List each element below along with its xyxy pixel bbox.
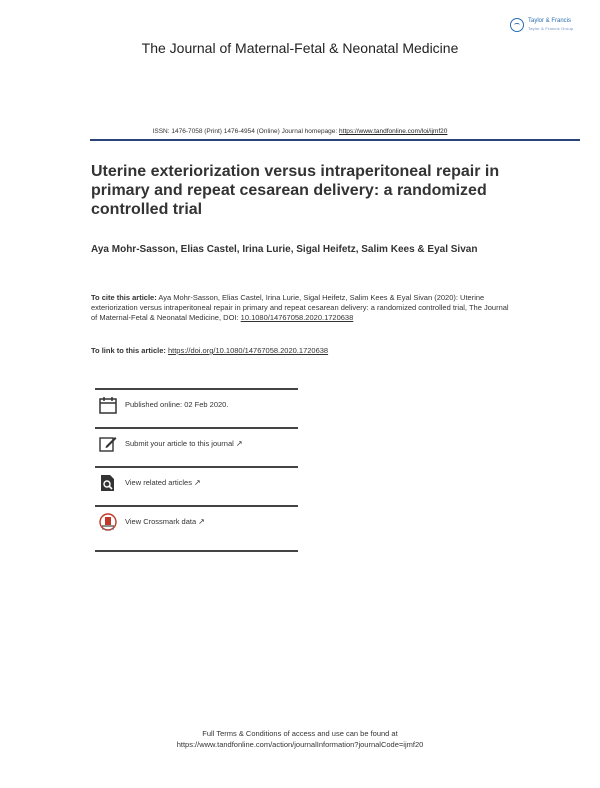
citation-block (91, 293, 511, 323)
external-link-icon: ↗ (193, 478, 201, 487)
journal-name: The Journal of Maternal-Fetal & Neonatal Medicine (141, 40, 459, 56)
article-authors: Aya Mohr-Sasson, Elias Castel, Irina Lurie, Sigal Heifetz, Salim Kees & Eyal Sivan (91, 244, 478, 255)
external-link-icon: ↗ (235, 439, 243, 448)
submit-article-row[interactable] (95, 429, 298, 467)
citation-doi-link[interactable]: 10.1080/14767058.2020.1720638 (240, 313, 354, 322)
publisher-logo-subtext: Taylor & Francis Group (528, 26, 574, 31)
footer (0, 728, 600, 750)
crossmark-row[interactable] (95, 507, 298, 545)
issn-text: ISSN: 1476-7058 (Print) 1476-4954 (Online) Journal homepage: (152, 128, 340, 135)
citation-text: Aya Mohr-Sasson, Elias Castel, Irina Lurie, Sigal Heifetz, Salim Kees & Eyal Sivan (2020): Uterine exteriorization versus intraperitoneal repair in primary and repeat cesarean delivery: a randomized controlled trial, The Journal of Maternal-Fetal & Neonatal Medicine, DOI: (91, 293, 509, 322)
issn-line (0, 128, 600, 135)
citation-label: To cite this article: (91, 293, 157, 302)
crossmark-text: View Crossmark data (125, 517, 197, 526)
published-online-label: Published online: 02 Feb 2020. (125, 400, 229, 409)
submit-article-label[interactable] (125, 439, 243, 448)
publisher-logo-mark-icon (510, 18, 524, 32)
header-rule (90, 139, 580, 141)
related-articles-row[interactable] (95, 468, 298, 506)
article-title: Uterine exteriorization versus intraperitoneal repair in primary and repeat cesarean delivery: a randomized controlled trial (91, 163, 500, 218)
related-articles-text: View related articles (125, 478, 192, 487)
footer-terms-url[interactable]: https://www.tandfonline.com/action/journalInformation?journalCode=ijmf20 (176, 740, 424, 749)
crossmark-label[interactable] (125, 517, 205, 526)
published-online-row (95, 390, 298, 428)
publisher-logo-text: Taylor & Francis (528, 18, 572, 24)
submit-article-text: Submit your article to this journal (125, 439, 234, 448)
calendar-icon (99, 396, 117, 414)
article-link-label: To link to this article: (91, 346, 168, 355)
footer-terms-text: Full Terms & Conditions of access and use can be found at (202, 729, 398, 738)
related-articles-label[interactable] (125, 478, 201, 487)
related-articles-icon (99, 474, 117, 492)
article-link-block (91, 346, 511, 355)
article-doi-url[interactable]: https://doi.org/10.1080/14767058.2020.1720638 (167, 346, 329, 355)
external-link-icon: ↗ (198, 517, 205, 526)
edit-icon (99, 435, 117, 453)
publisher-logo[interactable] (510, 16, 590, 40)
info-divider (95, 550, 298, 552)
crossmark-icon (99, 513, 117, 531)
journal-homepage-link[interactable]: https://www.tandfonline.com/loi/ijmf20 (339, 128, 448, 135)
